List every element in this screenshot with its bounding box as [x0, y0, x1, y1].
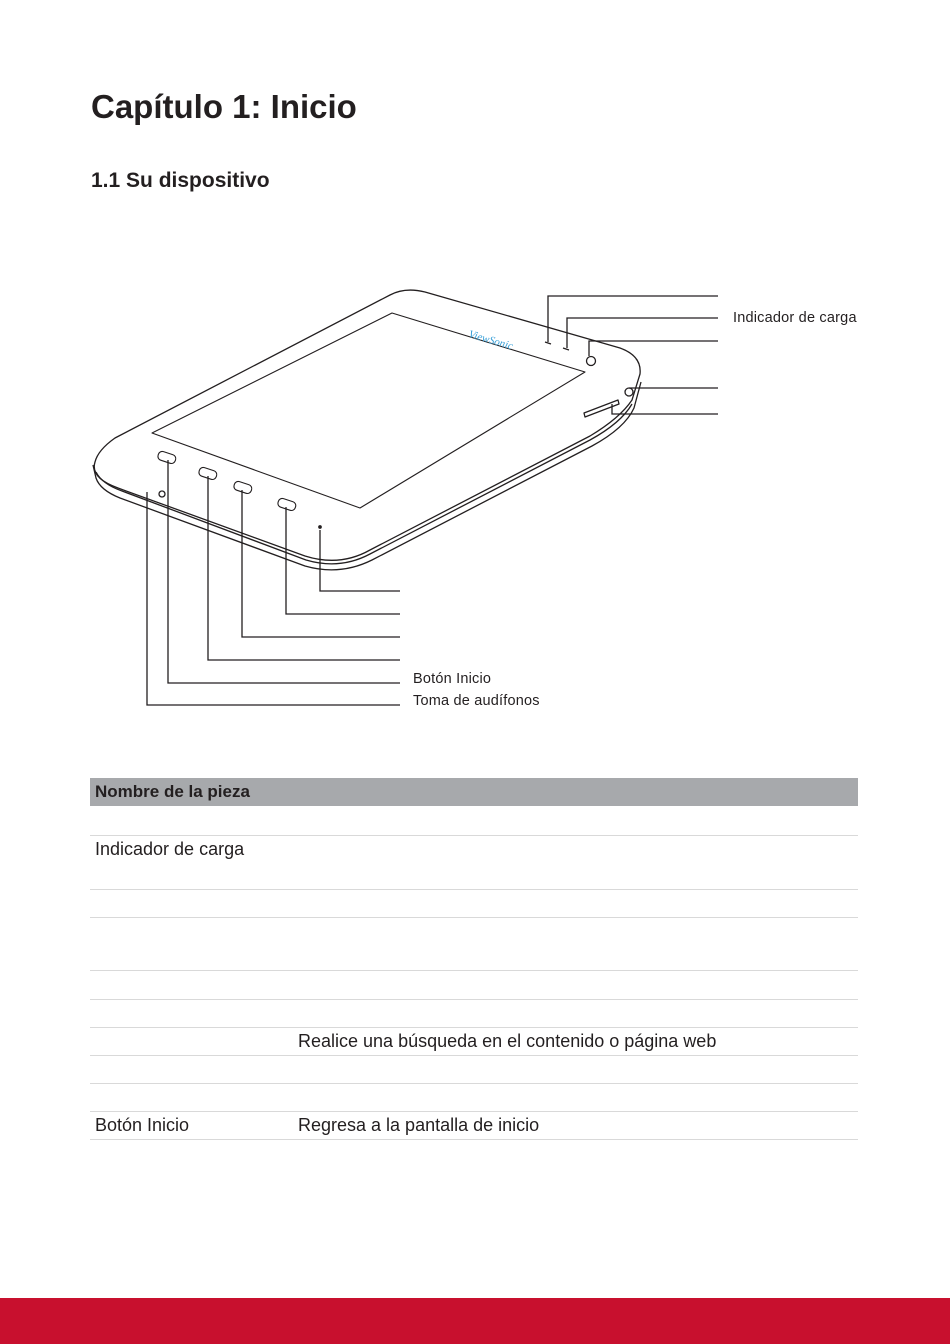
table-row [90, 1083, 858, 1111]
tablet-edge-inner [96, 404, 632, 564]
device-diagram [0, 260, 950, 730]
part-name [90, 1055, 293, 1083]
part-name [90, 1083, 293, 1111]
table-row [90, 835, 858, 889]
footer-bar [0, 1298, 950, 1344]
part-name [90, 917, 293, 970]
part-name: Indicador de carga [90, 835, 293, 889]
table-row [90, 1055, 858, 1083]
part-description: Regresa a la pantalla de inicio [293, 1111, 858, 1139]
part-name [90, 1027, 293, 1055]
table-header-row [90, 778, 858, 806]
audio-jack [159, 491, 165, 497]
top-indicators [545, 342, 569, 350]
part-description [293, 970, 858, 999]
tablet-body [94, 290, 640, 560]
part-name [90, 970, 293, 999]
side-port [625, 388, 633, 396]
callout-charge-indicator: Indicador de carga [733, 310, 857, 326]
brand-logo: ViewSonic [467, 328, 515, 353]
table-row [90, 917, 858, 970]
power-button [587, 357, 596, 366]
part-name: Botón Inicio [90, 1111, 293, 1139]
part-name [90, 999, 293, 1027]
leader-lines [147, 296, 718, 705]
part-description: Realice una búsqueda en el contenido o página web [293, 1027, 858, 1055]
table-row [90, 970, 858, 999]
part-description [293, 1083, 858, 1111]
tablet-illustration [0, 260, 950, 730]
part-description [293, 999, 858, 1027]
part-name [90, 806, 293, 835]
tablet-screen [152, 313, 585, 508]
part-description [293, 917, 858, 970]
callout-headphone-jack: Toma de audífonos [413, 693, 540, 709]
part-description [293, 1055, 858, 1083]
callout-home-button: Botón Inicio [413, 671, 492, 687]
page-title: Capítulo 1: Inicio [91, 88, 357, 125]
part-description [293, 835, 858, 889]
section-title: 1.1 Su dispositivo [91, 169, 270, 192]
part-name [90, 889, 293, 917]
table-row [90, 1027, 858, 1055]
tablet-edge [93, 382, 641, 570]
table-row [90, 806, 858, 835]
table-header: Nombre de la pieza [90, 778, 858, 806]
table-row [90, 1111, 858, 1139]
table-row [90, 889, 858, 917]
parts-table [90, 778, 858, 1140]
part-description [293, 806, 858, 835]
part-description [293, 889, 858, 917]
table-row [90, 999, 858, 1027]
